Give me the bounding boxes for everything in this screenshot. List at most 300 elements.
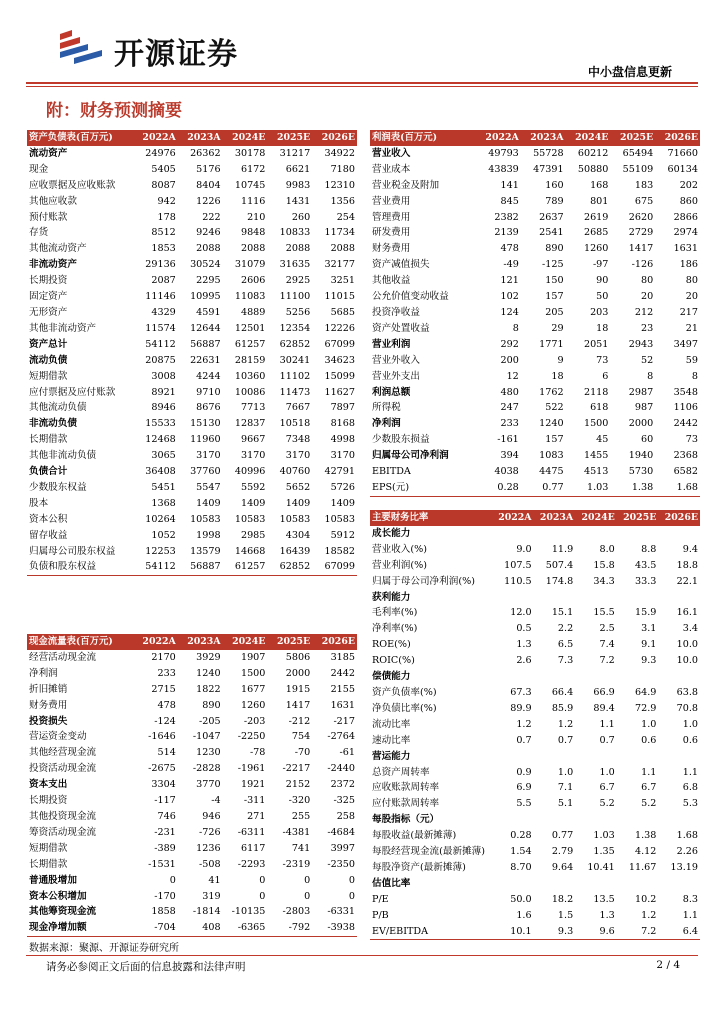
table-row — [27, 273, 357, 289]
row-label: 少数股东损益 — [372, 434, 430, 446]
cell-value — [617, 590, 659, 606]
cell-value: 4475 — [539, 466, 564, 478]
cell-value: 1.6 — [516, 909, 532, 921]
table-row — [27, 289, 357, 305]
cell-value: 2685 — [583, 227, 609, 239]
cell-value: 10264 — [145, 513, 176, 525]
cell-value: 1.0 — [682, 718, 698, 730]
cell-value: 14668 — [234, 545, 266, 557]
table-row — [27, 480, 357, 496]
cell-value: 5256 — [285, 306, 311, 318]
year-header: 2023A — [521, 130, 566, 146]
table-row — [370, 685, 700, 701]
row-label: 预付账款 — [29, 211, 68, 223]
cell-value: 618 — [590, 402, 609, 414]
cell-value: 2987 — [628, 386, 654, 398]
cell-value: 80 — [640, 275, 654, 287]
cell-value: 186 — [679, 259, 698, 271]
cell-value: 1.1 — [682, 909, 698, 921]
row-label: 应付票据及应付账款 — [29, 386, 116, 398]
row-label: EBITDA — [372, 466, 411, 478]
cell-value: 45 — [596, 434, 609, 446]
cell-value: 0 — [348, 890, 355, 902]
table-row — [370, 385, 700, 401]
cell-value: -6311 — [237, 826, 266, 838]
cell-value — [658, 749, 700, 765]
cell-value: 2139 — [494, 227, 519, 239]
cell-value: 67099 — [312, 559, 357, 575]
cell-value: 10.2 — [635, 893, 657, 905]
cell-value: 2372 — [330, 779, 355, 791]
cell-value: 6.4 — [658, 924, 700, 940]
cell-value: 0 — [304, 890, 311, 902]
table-row — [27, 544, 357, 560]
cell-value: 6.9 — [516, 782, 532, 794]
cell-value: 942 — [157, 195, 176, 207]
cell-value: 59 — [685, 354, 698, 366]
table-header-row — [27, 130, 357, 146]
row-label: 归属母公司净利润 — [372, 450, 449, 462]
cell-value: 34922 — [324, 147, 355, 159]
cell-value: 6117 — [240, 842, 266, 854]
cell-value: 319 — [202, 890, 221, 902]
cell-value: 0.6 — [682, 734, 698, 746]
cell-value: 1.1 — [599, 718, 615, 730]
cell-value: 2729 — [628, 227, 654, 239]
cell-value: -2293 — [237, 858, 266, 870]
cell-value — [492, 526, 534, 542]
row-label: 其他筹资现金流 — [29, 906, 97, 918]
table-row — [370, 289, 700, 305]
year-header: 2025E — [267, 634, 312, 650]
row-label: 普通股增加 — [29, 874, 77, 886]
cell-value: 2925 — [285, 275, 311, 287]
table-row — [27, 194, 357, 210]
cell-value: 0.7 — [516, 734, 532, 746]
cell-value: 10086 — [234, 386, 266, 398]
cell-value: 37760 — [190, 466, 221, 478]
cell-value: 9 — [557, 354, 564, 366]
page-title: 附：财务预测摘要 — [46, 101, 182, 121]
brand-name: 开源证券 — [114, 37, 238, 72]
table-row — [27, 682, 357, 698]
cell-value: 61257 — [223, 559, 268, 575]
cell-value: 2088 — [196, 243, 221, 255]
cell-value: -205 — [199, 715, 221, 727]
row-label: 利润总额 — [372, 386, 411, 398]
cell-value: -2319 — [282, 858, 311, 870]
cell-value: 3997 — [330, 842, 355, 854]
table-row — [370, 194, 700, 210]
cell-value: -726 — [199, 826, 221, 838]
cell-value: 12226 — [324, 322, 355, 334]
cell-value: 30524 — [190, 259, 221, 271]
row-label: 应收账款周转率 — [372, 782, 440, 794]
table-row — [370, 416, 700, 432]
cell-value: -792 — [267, 920, 312, 936]
row-label: 流动资产 — [29, 147, 68, 159]
table-row — [370, 257, 700, 273]
row-label: ROIC(%) — [372, 655, 415, 667]
table-row — [27, 889, 357, 905]
cell-value: -1814 — [192, 906, 221, 918]
cell-value: 66.9 — [593, 686, 615, 698]
cell-value: 1409 — [240, 497, 266, 509]
cell-value: 49793 — [488, 147, 519, 159]
header-divider — [26, 82, 698, 84]
row-label: 固定资产 — [29, 291, 68, 303]
cell-value: 6582 — [673, 466, 698, 478]
row-label: 资产处置收益 — [372, 322, 430, 334]
cell-value: 2051 — [583, 338, 609, 350]
table-row — [27, 512, 357, 528]
cell-value: 42791 — [324, 466, 355, 478]
cell-value: 9710 — [196, 386, 221, 398]
cell-value: 2541 — [539, 227, 564, 239]
cell-value: 12310 — [324, 179, 355, 191]
cell-value: 1.5 — [557, 909, 574, 921]
year-header: 2026E — [658, 510, 700, 526]
cell-value: 3065 — [151, 450, 176, 462]
cell-value: 40760 — [279, 466, 311, 478]
cell-value: 11.9 — [551, 543, 574, 555]
cell-value: 66.4 — [551, 686, 574, 698]
cell-value: 0.77 — [551, 830, 574, 842]
table-row — [370, 558, 700, 574]
row-label: 负债和股东权益 — [27, 559, 133, 575]
row-label: 非流动负债 — [29, 418, 77, 430]
cell-value — [575, 749, 617, 765]
cell-value: 16.1 — [676, 607, 698, 619]
row-label: 其他应收款 — [29, 195, 77, 207]
cell-value: 2000 — [285, 667, 311, 679]
year-header: 2025E — [617, 510, 659, 526]
cell-value — [575, 526, 617, 542]
cell-value — [492, 749, 534, 765]
cell-value: 200 — [500, 354, 519, 366]
cell-value: 247 — [500, 402, 519, 414]
cell-value: 15.9 — [635, 607, 657, 619]
cell-value: 1455 — [583, 450, 609, 462]
cell-value: 89.4 — [593, 702, 615, 714]
table-row — [370, 908, 700, 924]
cell-value — [492, 876, 534, 892]
cell-value — [575, 812, 617, 828]
cell-value: 12501 — [234, 322, 266, 334]
cell-value — [658, 590, 700, 606]
cell-value: 10.41 — [587, 861, 615, 873]
cell-value: 8 — [691, 370, 698, 382]
cell-value — [617, 812, 659, 828]
cell-value — [617, 876, 659, 892]
table-row — [27, 666, 357, 682]
cell-value: 73 — [685, 434, 698, 446]
table-row — [370, 701, 700, 717]
cell-value: 54112 — [145, 338, 176, 350]
logo-mark-icon — [58, 28, 106, 64]
cell-value: 160 — [545, 179, 564, 191]
cell-value: 3185 — [330, 651, 355, 663]
table-row — [27, 210, 357, 226]
cell-value: 9.4 — [682, 543, 698, 555]
cell-value: 4998 — [330, 434, 355, 446]
cell-value: 11960 — [190, 434, 221, 446]
cell-value: 260 — [291, 211, 311, 223]
cell-value: 67.3 — [510, 686, 532, 698]
cell-value: 522 — [545, 402, 564, 414]
cell-value: 1.03 — [566, 480, 611, 496]
row-label: 资本支出 — [29, 779, 68, 791]
cell-value: 29 — [551, 322, 564, 334]
cell-value: 4889 — [240, 306, 266, 318]
cell-value: 514 — [157, 747, 176, 759]
row-label: 营业外收入 — [372, 354, 420, 366]
cell-value: 0.28 — [476, 480, 521, 496]
table-row — [27, 650, 357, 666]
row-label: 其他非流动负债 — [29, 450, 97, 462]
cell-value: 2087 — [151, 275, 176, 287]
table-row — [370, 353, 700, 369]
cell-value: 1.38 — [635, 830, 657, 842]
cell-value: 1417 — [628, 243, 654, 255]
cell-value: -10135 — [231, 906, 266, 918]
cell-value — [658, 526, 700, 542]
table-row — [370, 305, 700, 321]
cell-value: 31079 — [234, 259, 266, 271]
table-row — [370, 432, 700, 448]
cell-value: 174.8 — [545, 575, 574, 587]
cell-value: 8168 — [330, 418, 355, 430]
cell-value: 89.9 — [510, 702, 532, 714]
row-label: 营业税金及附加 — [372, 179, 440, 191]
cell-value: 2606 — [240, 275, 266, 287]
cell-value: 1.2 — [641, 909, 657, 921]
table-row — [370, 162, 700, 178]
cell-value: 90 — [596, 275, 609, 287]
table-row — [27, 729, 357, 745]
cell-value: 0 — [348, 874, 355, 886]
cell-value: 3.4 — [682, 623, 698, 635]
cell-value: 5806 — [285, 651, 311, 663]
row-label: 营运资金变动 — [29, 731, 87, 743]
table-row — [27, 809, 357, 825]
cell-value: 9.64 — [551, 861, 574, 873]
table-row — [370, 637, 700, 653]
cell-value: 2619 — [583, 211, 609, 223]
cell-value: -231 — [154, 826, 176, 838]
cell-value: 2088 — [330, 243, 355, 255]
cell-value: 50 — [596, 291, 609, 303]
cell-value: 9.0 — [516, 543, 532, 555]
row-label: 成长能力 — [372, 527, 411, 539]
row-label: 净利润 — [372, 418, 401, 430]
cell-value: -4 — [211, 795, 221, 807]
cell-value: 205 — [545, 306, 564, 318]
cell-value: 9667 — [240, 434, 266, 446]
cell-value: 12253 — [145, 545, 176, 557]
cell-value: 15.5 — [593, 607, 615, 619]
cell-value: 271 — [247, 810, 266, 822]
table-row — [27, 162, 357, 178]
cell-value: 1230 — [196, 747, 221, 759]
cell-value — [617, 749, 659, 765]
year-header: 2025E — [267, 130, 312, 146]
cell-value: 4304 — [285, 529, 311, 541]
cell-value: -97 — [592, 259, 609, 271]
cell-value: 13.19 — [670, 861, 698, 873]
cell-value: 860 — [679, 195, 698, 207]
row-label: 短期借款 — [29, 842, 68, 854]
row-label: 营业费用 — [372, 195, 411, 207]
row-label: 其他非流动资产 — [29, 322, 97, 334]
cell-value: 8 — [512, 322, 519, 334]
cell-value: 1.2 — [516, 718, 532, 730]
cell-value: 10745 — [234, 179, 266, 191]
cell-value: 10833 — [279, 227, 311, 239]
row-label: 营业利润(%) — [372, 559, 427, 571]
cell-value: 10.1 — [492, 924, 534, 940]
cell-value: 3170 — [240, 450, 266, 462]
cell-value: 0.5 — [516, 623, 532, 635]
cell-value: 50880 — [577, 163, 609, 175]
cell-value: 7180 — [330, 163, 355, 175]
cell-value: 55109 — [622, 163, 654, 175]
cell-value: -2350 — [327, 858, 355, 870]
cell-value: 11.67 — [628, 861, 657, 873]
cell-value: 12 — [506, 370, 519, 382]
row-label: 长期借款 — [29, 434, 68, 446]
cell-value — [575, 876, 617, 892]
cell-value: 6621 — [285, 163, 311, 175]
year-header: 2022A — [133, 130, 178, 146]
cell-value: 23 — [640, 322, 654, 334]
cell-value: 60 — [640, 434, 654, 446]
company-logo — [58, 26, 258, 72]
cell-value: 203 — [590, 306, 609, 318]
cell-value: 6.7 — [599, 782, 615, 794]
cell-value: 20 — [685, 291, 698, 303]
row-label: 营业收入 — [372, 147, 411, 159]
table-row — [370, 669, 700, 685]
row-label: 现金净增加额 — [27, 920, 133, 936]
cell-value: 0 — [304, 874, 311, 886]
cell-value: 2637 — [539, 211, 564, 223]
row-label: 资产负债率(%) — [372, 686, 437, 698]
cell-value: 8.0 — [599, 543, 615, 555]
table-row — [27, 225, 357, 241]
row-label: 少数股东权益 — [29, 481, 87, 493]
cell-value: 85.9 — [551, 702, 574, 714]
cell-value: 18.2 — [551, 893, 574, 905]
table-row — [27, 464, 357, 480]
cell-value: 0.7 — [599, 734, 615, 746]
cell-value: 24976 — [145, 147, 176, 159]
cell-value: 9.1 — [641, 639, 657, 651]
table-row — [27, 353, 357, 369]
table-row — [27, 448, 357, 464]
row-label: 其他流动负债 — [29, 402, 87, 414]
cell-value — [534, 749, 576, 765]
cell-value: -70 — [294, 747, 311, 759]
cell-value: 2368 — [673, 450, 698, 462]
cell-value: 2866 — [673, 211, 698, 223]
cell-value: 1431 — [285, 195, 311, 207]
cell-value: 5685 — [330, 306, 355, 318]
cell-value: 4591 — [196, 306, 221, 318]
cell-value: 2000 — [628, 418, 654, 430]
table-row — [27, 857, 357, 873]
row-label: 每股指标（元） — [372, 814, 440, 826]
cell-value: 41 — [208, 874, 221, 886]
cell-value: 11102 — [279, 370, 311, 382]
cell-value: 2985 — [240, 529, 266, 541]
page-number: 2 / 4 — [656, 959, 680, 971]
cell-value: -78 — [249, 747, 266, 759]
cell-value: 202 — [679, 179, 698, 191]
cell-value: 478 — [157, 699, 176, 711]
table-row — [370, 574, 700, 590]
cell-value: -117 — [154, 795, 176, 807]
row-label: 毛利率(%) — [372, 607, 418, 619]
table-row — [370, 621, 700, 637]
cell-value: 210 — [247, 211, 266, 223]
cell-value: 2.2 — [557, 623, 574, 635]
cell-value: 0 — [259, 890, 266, 902]
row-label: 其他经营现金流 — [29, 747, 97, 759]
row-label: 其他收益 — [372, 275, 411, 287]
table-row — [27, 745, 357, 761]
cell-value: 1106 — [673, 402, 698, 414]
cell-value: 10583 — [324, 513, 355, 525]
cell-value: 1631 — [330, 699, 355, 711]
row-label: 存货 — [29, 227, 49, 239]
cell-value: -2675 — [148, 763, 176, 775]
cell-value — [575, 590, 617, 606]
cell-value — [575, 669, 617, 685]
cell-value: 1.0 — [557, 766, 574, 778]
cell-value: -124 — [154, 715, 176, 727]
cell-value: 2155 — [330, 683, 355, 695]
cell-value: 3929 — [196, 651, 221, 663]
cell-value: 1260 — [583, 243, 609, 255]
cell-value: 40996 — [234, 466, 266, 478]
table-row — [370, 178, 700, 194]
cell-value: 12354 — [279, 322, 311, 334]
cell-value: 4.12 — [635, 846, 657, 858]
table-row — [370, 860, 700, 876]
cell-value: 9246 — [196, 227, 221, 239]
cell-value: 10.0 — [676, 655, 698, 667]
cell-value: 9983 — [285, 179, 311, 191]
cell-value: 1853 — [151, 243, 176, 255]
balance-sheet-table — [27, 130, 357, 576]
cell-value: -3938 — [312, 920, 357, 936]
cell-value: 62852 — [279, 338, 311, 350]
cell-value: 4513 — [583, 466, 609, 478]
cell-value: -126 — [631, 259, 654, 271]
cell-value: 67099 — [324, 338, 355, 350]
cell-value: 1116 — [240, 195, 266, 207]
row-label: 归属母公司股东权益 — [29, 545, 116, 557]
cell-value: 1236 — [196, 842, 221, 854]
cell-value: 1260 — [240, 699, 266, 711]
cell-value: 0.9 — [516, 766, 532, 778]
table-header-row — [370, 510, 700, 526]
cell-value: 11574 — [145, 322, 176, 334]
cell-value: 1226 — [196, 195, 221, 207]
cell-value: 60134 — [667, 163, 698, 175]
cell-value: 157 — [545, 291, 564, 303]
